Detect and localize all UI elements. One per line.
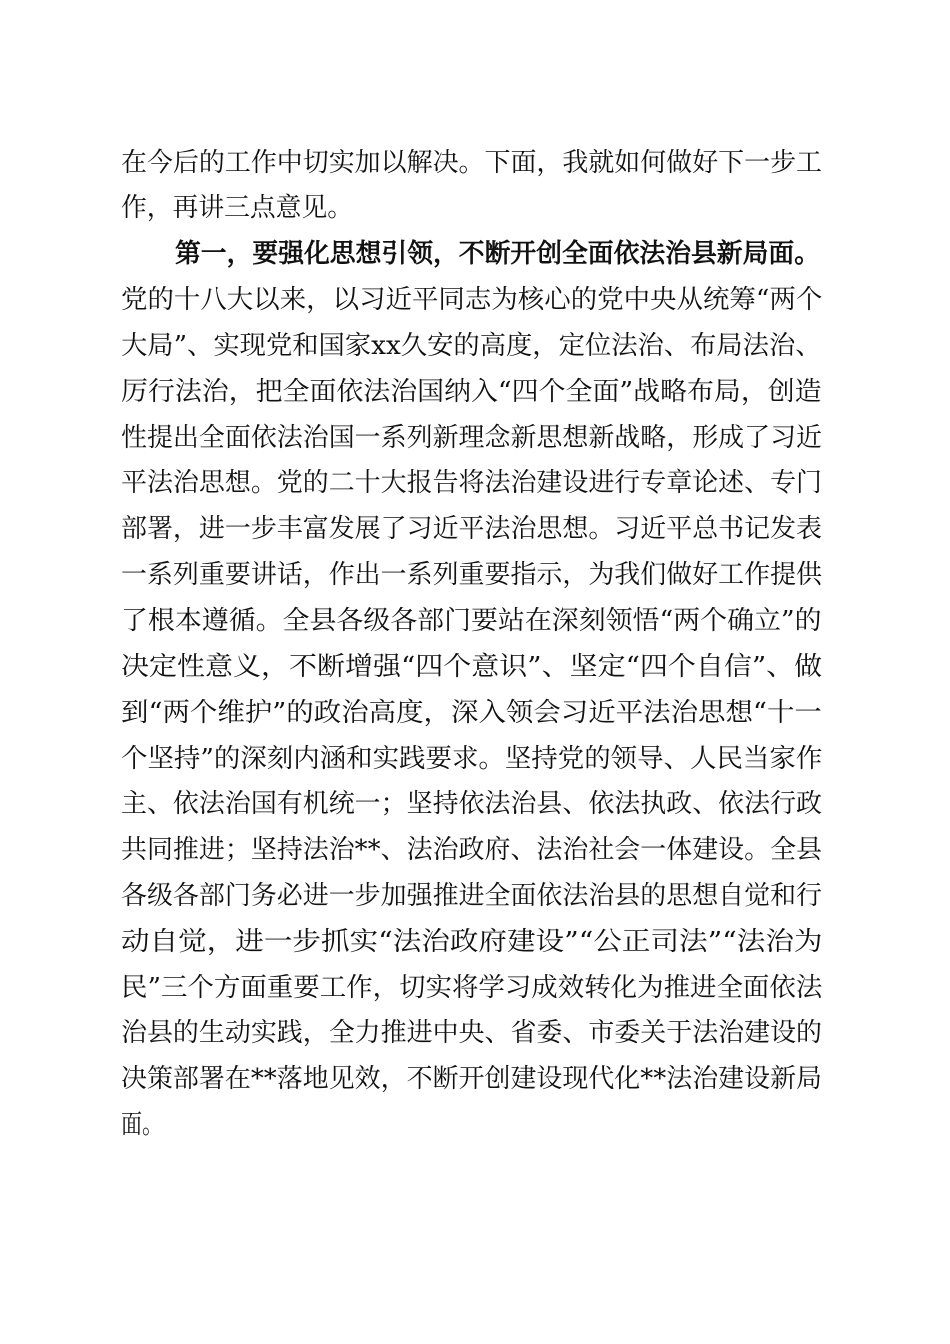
paragraph-2-line-19: 面。 xyxy=(121,1110,164,1140)
paragraph-2-line-6: 部署，进一步丰富发展了习近平法治思想。习近平总书记发表 xyxy=(121,514,823,544)
paragraph-2-line-2: 大局”、实现党和国家xx久安的高度，定位法治、布局法治、 xyxy=(121,331,822,361)
paragraph-2-line-11: 个坚持”的深刻内涵和实践要求。坚持党的领导、人民当家作 xyxy=(121,744,823,774)
paragraph-2-line-18: 决策部署在**落地见效，不断开创建设现代化**法治建设新局 xyxy=(121,1064,823,1094)
paragraph-2-line-13: 共同推进；坚持法治**、法治政府、法治社会一体建设。全县 xyxy=(121,835,823,865)
paragraph-2-line-9: 决定性意义，不断增强“四个意识”、坚定“四个自信”、做 xyxy=(121,652,823,682)
paragraph-2-line-17: 治县的生动实践，全力推进中央、省委、市委关于法治建设的 xyxy=(121,1018,823,1048)
paragraph-2-line-8: 了根本遵循。全县各级各部门要站在深刻领悟“两个确立”的 xyxy=(121,606,822,636)
paragraph-2-line-4: 性提出全面依法治国一系列新理念新思想新战略，形成了习近 xyxy=(121,423,823,453)
paragraph-2-heading: 第一，要强化思想引领，不断开创全面依法治县新局面。 xyxy=(175,239,821,269)
paragraph-2-line-7: 一系列重要讲话，作出一系列重要指示，为我们做好工作提供 xyxy=(121,560,823,590)
paragraph-2-line-14: 各级各部门务必进一步加强推进全面依法治县的思想自觉和行 xyxy=(121,881,823,911)
paragraph-1-line-2: 作，再讲三点意见。 xyxy=(121,193,354,223)
paragraph-2-line-10: 到“两个维护”的政治高度，深入领会习近平法治思想“十一 xyxy=(121,698,822,728)
paragraph-2-line-3: 厉行法治，把全面依法治国纳入“四个全面”战略布局，创造 xyxy=(121,377,822,407)
paragraph-2-line-16: 民”三个方面重要工作，切实将学习成效转化为推进全面依法 xyxy=(121,973,823,1003)
paragraph-2-line-1: 党的十八大以来，以习近平同志为核心的党中央从统筹“两个 xyxy=(121,285,823,315)
paragraph-2-line-12: 主、依法治国有机统一；坚持依法治县、依法执政、依法行政 xyxy=(121,789,823,819)
paragraph-2-line-15: 动自觉，进一步抓实“法治政府建设”“公正司法”“法治为 xyxy=(121,927,823,957)
paragraph-2-line-5: 平法治思想。党的二十大报告将法治建设进行专章论述、专门 xyxy=(121,468,823,498)
paragraph-1-line-1: 在今后的工作中切实加以解决。下面，我就如何做好下一步工 xyxy=(121,148,823,178)
